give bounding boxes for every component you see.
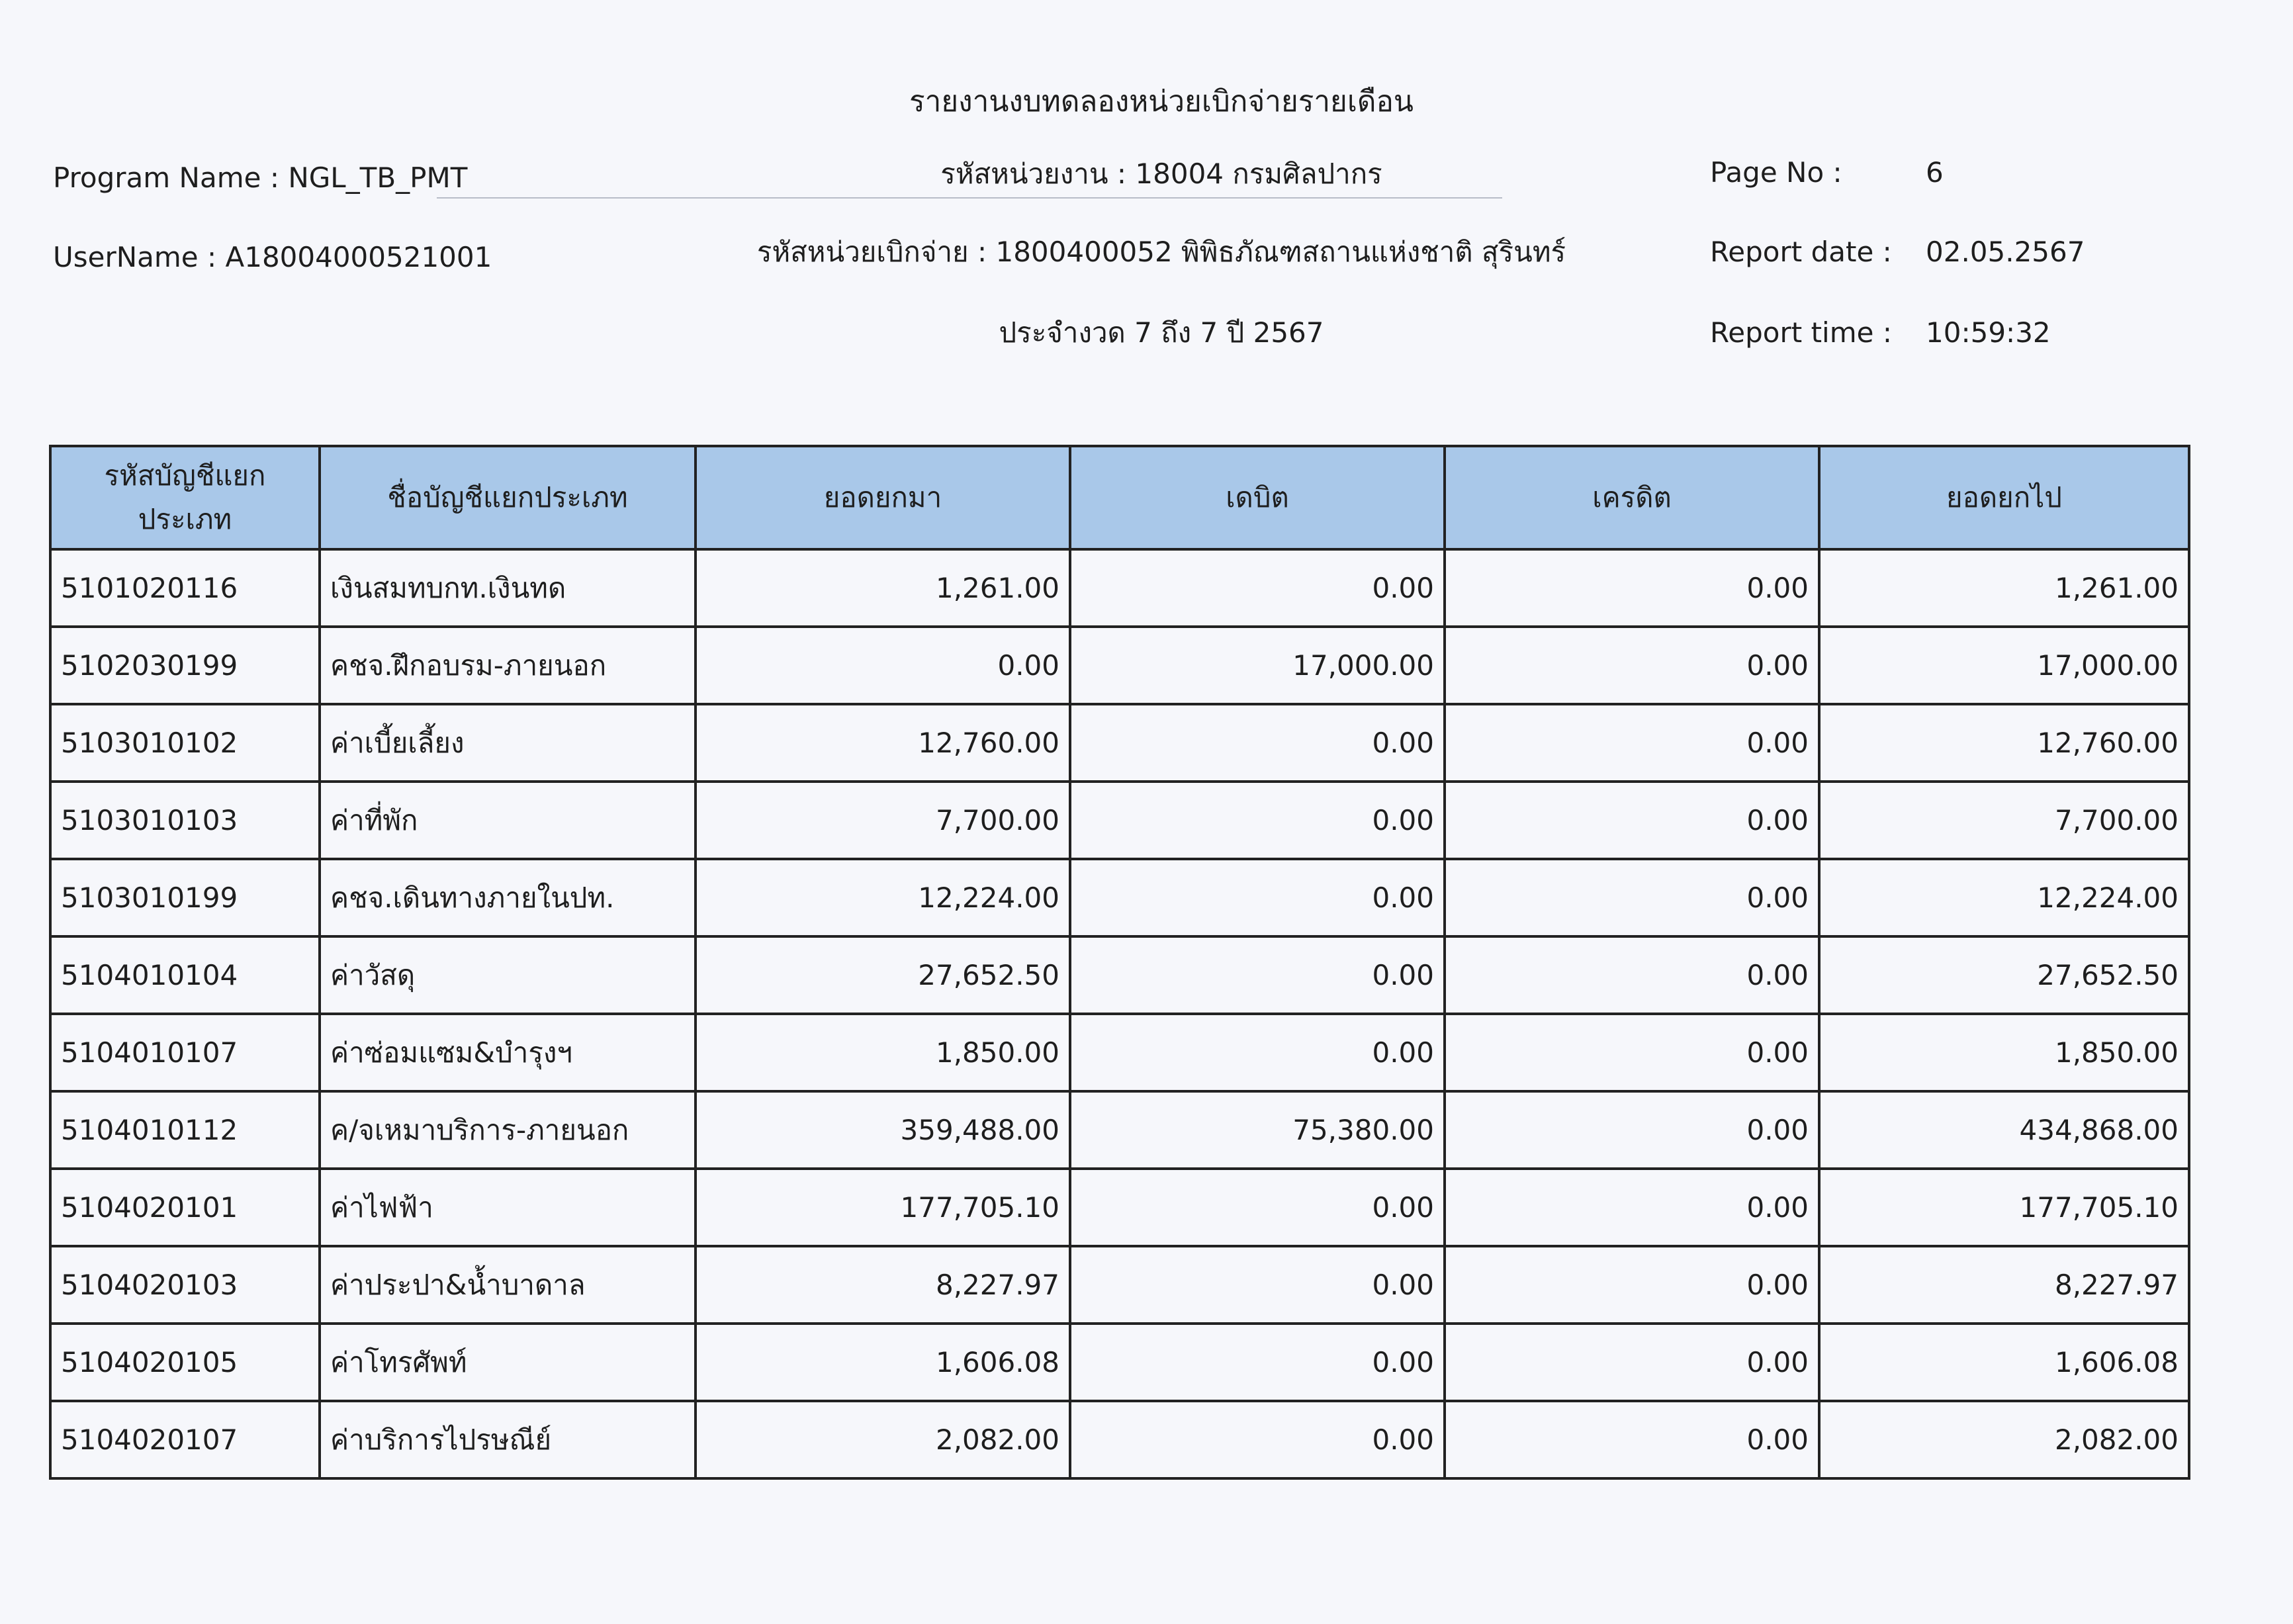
account-name-cell: ค่าประปา&น้ำบาดาล bbox=[320, 1246, 696, 1324]
brought-forward-cell: 359,488.00 bbox=[696, 1091, 1070, 1169]
account-code-cell: 5104020101 bbox=[50, 1169, 320, 1246]
col-header-debit: เดบิต bbox=[1070, 446, 1445, 549]
agency-code: รหัสหน่วยงาน : 18004 กรมศิลปากร bbox=[940, 158, 1382, 190]
account-name-cell: ค่าบริการไปรษณีย์ bbox=[320, 1401, 696, 1478]
debit-cell: 0.00 bbox=[1070, 704, 1445, 782]
carried-forward-cell: 12,224.00 bbox=[1819, 859, 2189, 936]
program-name: Program Name : NGL_TB_PMT bbox=[53, 161, 468, 194]
table-row bbox=[50, 627, 2189, 704]
col-header-credit: เครดิต bbox=[1445, 446, 1819, 549]
account-code-cell: 5103010103 bbox=[50, 782, 320, 859]
report-time-label: Report time : bbox=[1710, 316, 1892, 349]
brought-forward-cell: 8,227.97 bbox=[696, 1246, 1070, 1324]
report-date-label: Report date : bbox=[1710, 236, 1892, 268]
table-row bbox=[50, 549, 2189, 627]
account-code-cell: 5104010107 bbox=[50, 1014, 320, 1091]
col-header-carried-forward: ยอดยกไป bbox=[1819, 446, 2189, 549]
account-code-cell: 5103010102 bbox=[50, 704, 320, 782]
carried-forward-cell: 1,850.00 bbox=[1819, 1014, 2189, 1091]
carried-forward-cell: 12,760.00 bbox=[1819, 704, 2189, 782]
table-row bbox=[50, 936, 2189, 1014]
report-date-value: 02.05.2567 bbox=[1926, 236, 2085, 268]
table-row bbox=[50, 704, 2189, 782]
debit-cell: 0.00 bbox=[1070, 859, 1445, 936]
account-code-cell: 5104020107 bbox=[50, 1401, 320, 1478]
carried-forward-cell: 1,606.08 bbox=[1819, 1324, 2189, 1401]
credit-cell: 0.00 bbox=[1445, 782, 1819, 859]
credit-cell: 0.00 bbox=[1445, 1014, 1819, 1091]
carried-forward-cell: 434,868.00 bbox=[1819, 1091, 2189, 1169]
account-name-cell: ค/จเหมาบริการ-ภายนอก bbox=[320, 1091, 696, 1169]
page-no-value: 6 bbox=[1926, 156, 1944, 189]
table-row bbox=[50, 1324, 2189, 1401]
account-name-cell: คชจ.ฝึกอบรม-ภายนอก bbox=[320, 627, 696, 704]
carried-forward-cell: 2,082.00 bbox=[1819, 1401, 2189, 1478]
account-name-cell: ค่าวัสดุ bbox=[320, 936, 696, 1014]
credit-cell: 0.00 bbox=[1445, 1246, 1819, 1324]
brought-forward-cell: 177,705.10 bbox=[696, 1169, 1070, 1246]
brought-forward-cell: 1,606.08 bbox=[696, 1324, 1070, 1401]
table-row bbox=[50, 1014, 2189, 1091]
brought-forward-cell: 12,760.00 bbox=[696, 704, 1070, 782]
account-name-cell: ค่าไฟฟ้า bbox=[320, 1169, 696, 1246]
brought-forward-cell: 1,261.00 bbox=[696, 549, 1070, 627]
credit-cell: 0.00 bbox=[1445, 936, 1819, 1014]
account-code-cell: 5101020116 bbox=[50, 549, 320, 627]
table-header-row bbox=[50, 446, 2189, 549]
table-row bbox=[50, 1169, 2189, 1246]
credit-cell: 0.00 bbox=[1445, 627, 1819, 704]
brought-forward-cell: 7,700.00 bbox=[696, 782, 1070, 859]
debit-cell: 0.00 bbox=[1070, 549, 1445, 627]
debit-cell: 0.00 bbox=[1070, 782, 1445, 859]
carried-forward-cell: 27,652.50 bbox=[1819, 936, 2189, 1014]
debit-cell: 0.00 bbox=[1070, 936, 1445, 1014]
account-name-cell: ค่าซ่อมแซม&บำรุงฯ bbox=[320, 1014, 696, 1091]
col-header-account-name: ชื่อบัญชีแยกประเภท bbox=[320, 446, 696, 549]
brought-forward-cell: 0.00 bbox=[696, 627, 1070, 704]
carried-forward-cell: 8,227.97 bbox=[1819, 1246, 2189, 1324]
account-code-cell: 5104020103 bbox=[50, 1246, 320, 1324]
debit-cell: 17,000.00 bbox=[1070, 627, 1445, 704]
account-code-cell: 5102030199 bbox=[50, 627, 320, 704]
table-row bbox=[50, 782, 2189, 859]
trial-balance-table bbox=[49, 445, 2190, 1480]
credit-cell: 0.00 bbox=[1445, 1169, 1819, 1246]
divider-line bbox=[437, 197, 1502, 199]
debit-cell: 0.00 bbox=[1070, 1246, 1445, 1324]
account-name-cell: คชจ.เดินทางภายในปท. bbox=[320, 859, 696, 936]
brought-forward-cell: 12,224.00 bbox=[696, 859, 1070, 936]
account-name-cell: ค่าที่พัก bbox=[320, 782, 696, 859]
report-period: ประจำงวด 7 ถึง 7 ปี 2567 bbox=[999, 316, 1324, 349]
debit-cell: 0.00 bbox=[1070, 1014, 1445, 1091]
debit-cell: 0.00 bbox=[1070, 1169, 1445, 1246]
brought-forward-cell: 1,850.00 bbox=[696, 1014, 1070, 1091]
account-code-cell: 5104010112 bbox=[50, 1091, 320, 1169]
report-title: รายงานงบทดลองหน่วยเบิกจ่ายรายเดือน bbox=[909, 85, 1414, 118]
account-code-cell: 5104020105 bbox=[50, 1324, 320, 1401]
table-row bbox=[50, 1246, 2189, 1324]
carried-forward-cell: 1,261.00 bbox=[1819, 549, 2189, 627]
credit-cell: 0.00 bbox=[1445, 704, 1819, 782]
debit-cell: 75,380.00 bbox=[1070, 1091, 1445, 1169]
disbursing-unit: รหัสหน่วยเบิกจ่าย : 1800400052 พิพิธภัณฑสถานแห่งชาติ สุรินทร์ bbox=[756, 236, 1566, 268]
brought-forward-cell: 2,082.00 bbox=[696, 1401, 1070, 1478]
carried-forward-cell: 7,700.00 bbox=[1819, 782, 2189, 859]
table-row bbox=[50, 1091, 2189, 1169]
user-name: UserName : A18004000521001 bbox=[53, 241, 492, 273]
account-name-cell: ค่าเบี้ยเลี้ยง bbox=[320, 704, 696, 782]
credit-cell: 0.00 bbox=[1445, 1401, 1819, 1478]
credit-cell: 0.00 bbox=[1445, 549, 1819, 627]
account-code-cell: 5103010199 bbox=[50, 859, 320, 936]
report-time-value: 10:59:32 bbox=[1926, 316, 2051, 349]
account-name-cell: ค่าโทรศัพท์ bbox=[320, 1324, 696, 1401]
debit-cell: 0.00 bbox=[1070, 1324, 1445, 1401]
account-name-cell: เงินสมทบกท.เงินทด bbox=[320, 549, 696, 627]
debit-cell: 0.00 bbox=[1070, 1401, 1445, 1478]
credit-cell: 0.00 bbox=[1445, 859, 1819, 936]
page-no-label: Page No : bbox=[1710, 156, 1842, 189]
col-header-account-code: รหัสบัญชีแยกประเภท bbox=[50, 446, 320, 549]
carried-forward-cell: 177,705.10 bbox=[1819, 1169, 2189, 1246]
brought-forward-cell: 27,652.50 bbox=[696, 936, 1070, 1014]
col-header-brought-forward: ยอดยกมา bbox=[696, 446, 1070, 549]
table-row bbox=[50, 859, 2189, 936]
credit-cell: 0.00 bbox=[1445, 1091, 1819, 1169]
credit-cell: 0.00 bbox=[1445, 1324, 1819, 1401]
account-code-cell: 5104010104 bbox=[50, 936, 320, 1014]
carried-forward-cell: 17,000.00 bbox=[1819, 627, 2189, 704]
table-row bbox=[50, 1401, 2189, 1478]
